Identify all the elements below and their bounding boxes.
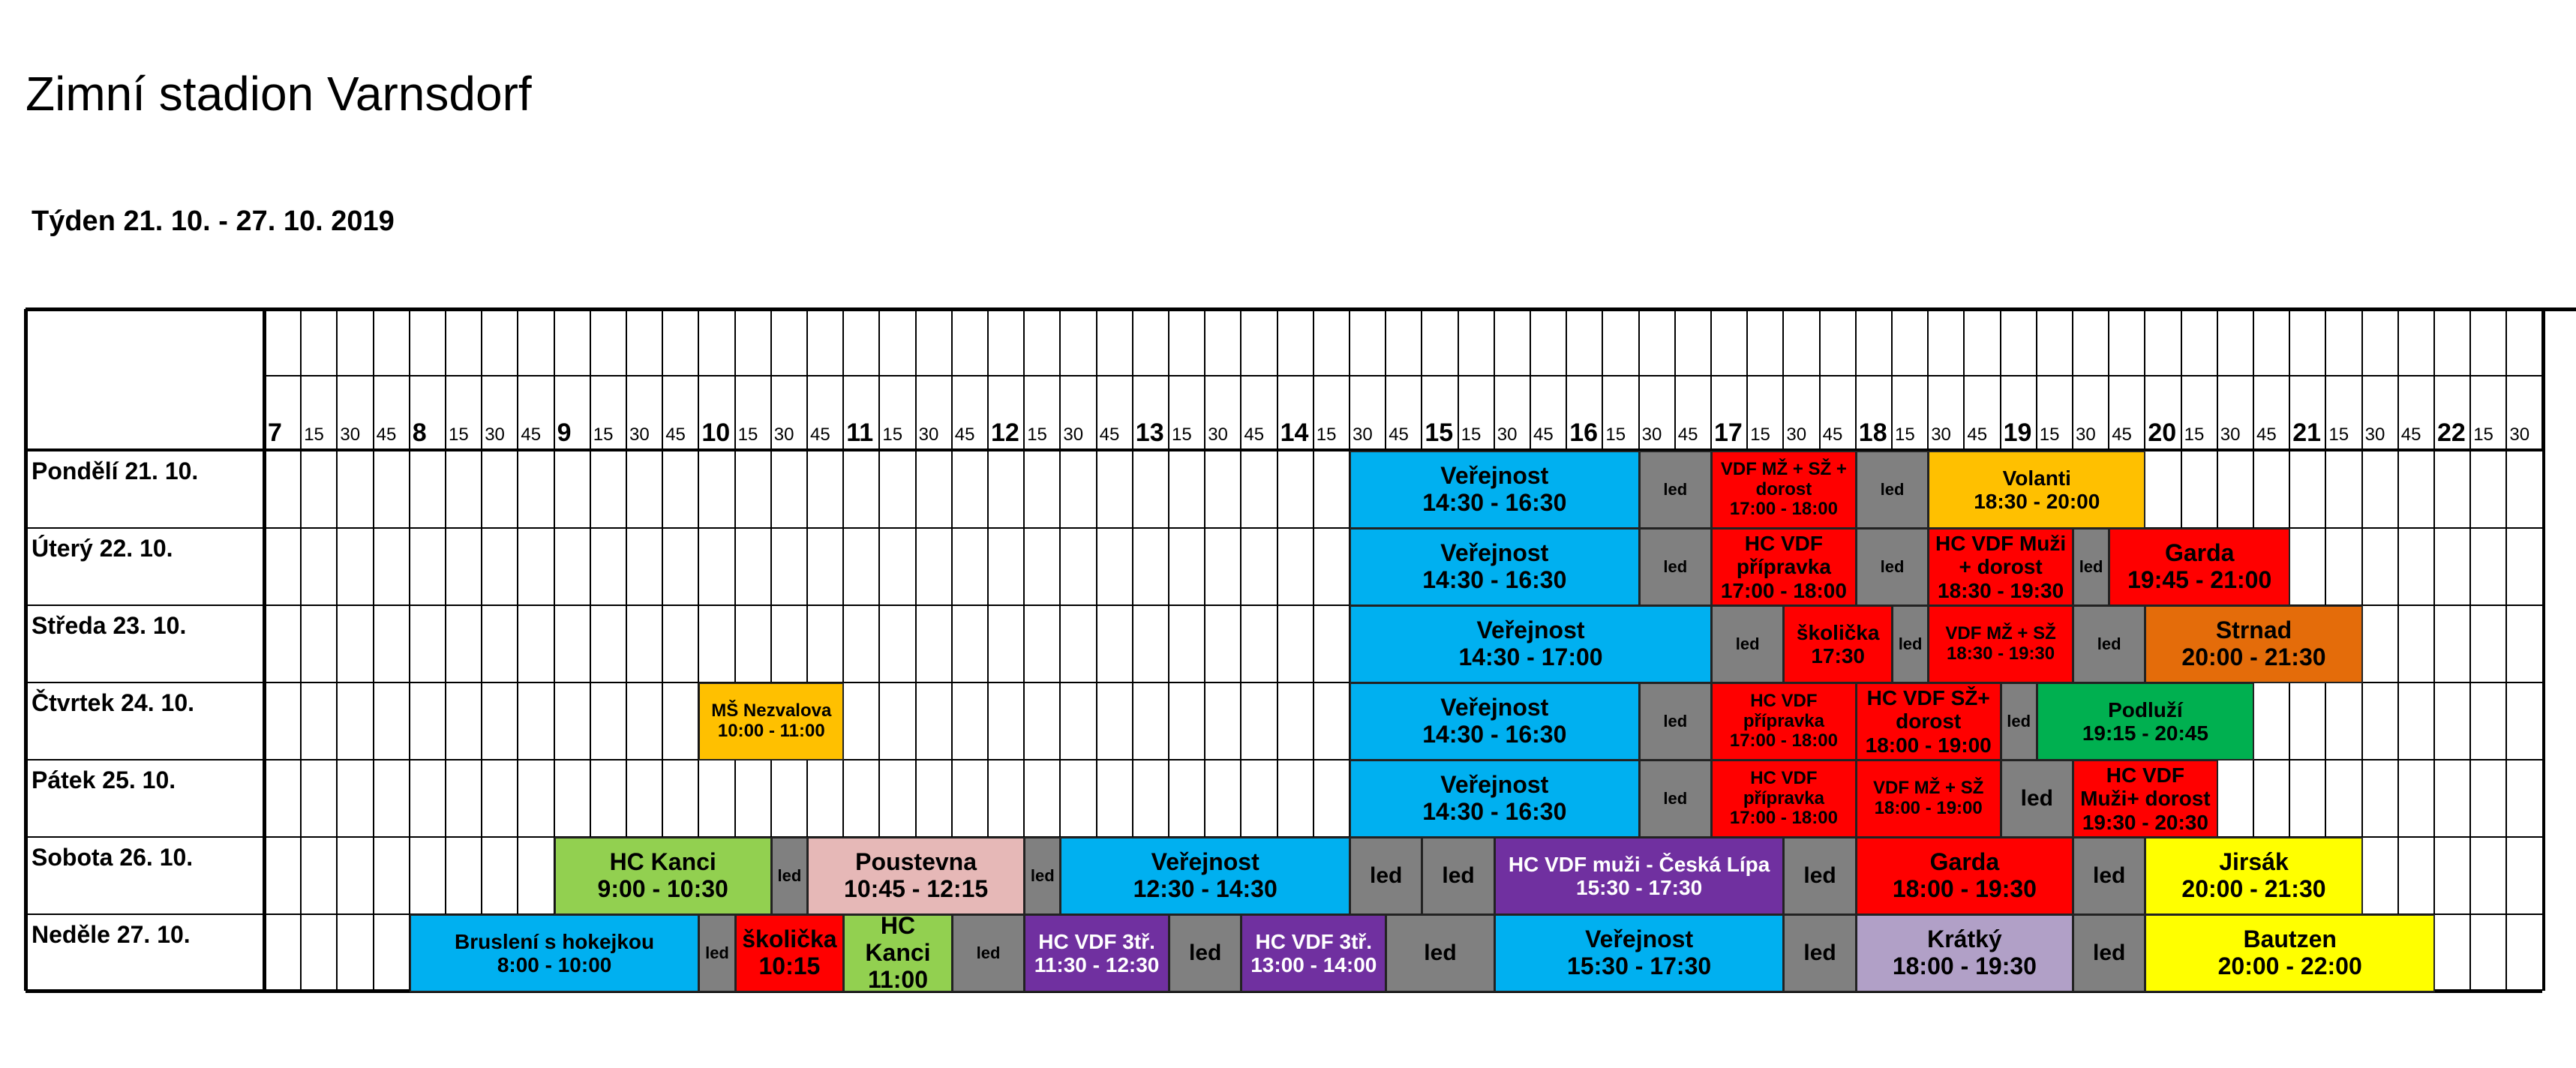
ice-resurfacing-block[interactable] xyxy=(2073,528,2109,606)
hour-label: 15 xyxy=(1425,418,1454,447)
quarter-line xyxy=(409,309,410,991)
block-time: 19:45 - 21:00 xyxy=(2127,566,2272,593)
block-time: 18:00 - 19:30 xyxy=(1892,952,2037,980)
block-title: led xyxy=(1735,634,1760,653)
block-title: led xyxy=(1663,556,1688,576)
block-time: 17:00 - 18:00 xyxy=(1720,578,1847,602)
quarter-label: 45 xyxy=(2256,424,2277,445)
block-title: Veřejnost xyxy=(1151,848,1259,876)
block-time: 8:00 - 10:00 xyxy=(497,953,612,976)
block-title: HC VDF Muži + dorost xyxy=(1935,531,2067,579)
block-time: 14:30 - 17:00 xyxy=(1458,644,1603,670)
block-title: led xyxy=(2007,711,2031,730)
quarter-label: 45 xyxy=(665,424,686,445)
block-time: 9:00 - 10:30 xyxy=(597,875,728,902)
schedule-block[interactable] xyxy=(1711,682,1857,760)
block-title: VDF MŽ + SŽ xyxy=(1945,623,2056,644)
quarter-label: 45 xyxy=(1389,424,1409,445)
quarter-label: 30 xyxy=(1353,424,1373,445)
block-title: led xyxy=(2097,634,2121,653)
quarter-label: 30 xyxy=(629,424,650,445)
block-title: HC VDF přípravka xyxy=(1743,690,1824,731)
schedule-block[interactable] xyxy=(1241,914,1386,992)
block-time: 13:00 - 14:00 xyxy=(1250,953,1377,976)
hour-label: 12 xyxy=(991,418,1019,447)
ice-resurfacing-block[interactable] xyxy=(2073,837,2145,915)
block-title: led xyxy=(1663,479,1688,499)
schedule-block[interactable] xyxy=(1928,605,2073,683)
block-title: VDF MŽ + SŽ + dorost xyxy=(1720,458,1847,500)
schedule-block[interactable] xyxy=(807,837,1025,915)
frame-right-head xyxy=(2541,309,2545,450)
quarter-label: 15 xyxy=(737,424,758,445)
quarter-label: 15 xyxy=(1461,424,1482,445)
hour-label: 21 xyxy=(2292,418,2322,447)
quarter-label: 30 xyxy=(1931,424,1951,445)
block-time: 17:00 - 18:00 xyxy=(1729,808,1838,829)
schedule-block[interactable] xyxy=(1350,451,1640,529)
quarter-label: 15 xyxy=(1316,424,1337,445)
schedule-block[interactable] xyxy=(1928,528,2073,606)
quarter-line xyxy=(481,309,482,991)
hour-label: 19 xyxy=(2003,418,2032,447)
quarter-label: 15 xyxy=(1172,424,1192,445)
day-label: Úterý 22. 10. xyxy=(32,535,173,562)
block-title: led xyxy=(1898,634,1923,653)
quarter-label: 45 xyxy=(1533,424,1554,445)
block-title: led xyxy=(777,866,802,885)
quarter-line xyxy=(2397,309,2399,991)
block-title: led xyxy=(1189,940,1222,966)
block-time: 20:00 - 22:00 xyxy=(2217,952,2362,980)
block-title: Krátký xyxy=(1927,926,2002,953)
quarter-label: 15 xyxy=(882,424,903,445)
schedule-block[interactable] xyxy=(843,914,953,992)
day-label: Sobota 26. 10. xyxy=(32,844,194,871)
ice-resurfacing-block[interactable] xyxy=(2001,760,2073,838)
quarter-label: 45 xyxy=(1967,424,1988,445)
ice-resurfacing-block[interactable] xyxy=(1350,837,1422,915)
block-title: HC VDF SŽ+ dorost xyxy=(1866,686,1990,734)
quarter-label: 30 xyxy=(2364,424,2385,445)
quarter-label: 45 xyxy=(1244,424,1265,445)
schedule-block[interactable] xyxy=(1350,528,1640,606)
block-title: Garda xyxy=(1929,848,2000,876)
block-time: 17:30 xyxy=(1811,644,1865,668)
schedule-block[interactable] xyxy=(2109,528,2290,606)
quarter-label: 15 xyxy=(449,424,469,445)
header-bottom-line xyxy=(26,448,2542,452)
ice-resurfacing-block[interactable] xyxy=(1856,451,1929,529)
quarter-label: 45 xyxy=(1822,424,1843,445)
block-title: led xyxy=(1442,863,1475,889)
block-title: HC VDF Muži+ dorost xyxy=(2080,763,2211,811)
ice-resurfacing-block[interactable] xyxy=(1711,605,1784,683)
schedule-block[interactable] xyxy=(1856,682,2001,760)
block-title: HC VDF 3tř. xyxy=(1255,929,1373,953)
block-time: 20:00 - 21:30 xyxy=(2181,875,2326,902)
quarter-label: 15 xyxy=(2328,424,2349,445)
block-time: 18:30 - 20:00 xyxy=(1974,490,2100,513)
quarter-label: 30 xyxy=(1641,424,1662,445)
schedule-block[interactable] xyxy=(2145,605,2362,683)
block-title: led xyxy=(2093,940,2126,966)
schedule-block[interactable] xyxy=(1494,837,1785,915)
block-time: 14:30 - 16:30 xyxy=(1422,489,1567,516)
quarter-line xyxy=(2505,309,2507,991)
hour-label: 7 xyxy=(268,418,282,447)
day-label: Čtvrtek 24. 10. xyxy=(32,689,195,716)
hour-label: 9 xyxy=(557,418,572,447)
page-title: Zimní stadion Varnsdorf xyxy=(26,67,532,121)
quarter-label: 15 xyxy=(304,424,324,445)
hour-label: 10 xyxy=(701,418,731,447)
block-time: 18:30 - 19:30 xyxy=(1938,578,2064,602)
quarter-label: 45 xyxy=(810,424,830,445)
block-title: led xyxy=(1803,940,1836,966)
hour-label: 11 xyxy=(846,418,874,447)
schedule-block[interactable] xyxy=(1856,837,2073,915)
schedule-block[interactable] xyxy=(2145,837,2362,915)
quarter-label: 15 xyxy=(2473,424,2493,445)
block-time: 11:00 xyxy=(867,965,929,992)
quarter-label: 15 xyxy=(1605,424,1626,445)
schedule-block[interactable] xyxy=(554,837,772,915)
quarter-line xyxy=(373,309,374,991)
day-label: Pondělí 21. 10. xyxy=(32,458,199,484)
block-time: 10:45 - 12:15 xyxy=(844,875,989,902)
block-title: led xyxy=(2079,556,2103,576)
block-time: 17:00 - 18:00 xyxy=(1729,499,1838,520)
week-range: Týden 21. 10. - 27. 10. 2019 xyxy=(32,206,395,237)
quarter-line xyxy=(517,309,518,991)
block-time: 19:15 - 20:45 xyxy=(2082,722,2208,745)
hour-label: 17 xyxy=(1714,418,1743,447)
quarter-label: 30 xyxy=(485,424,505,445)
hour-label: 20 xyxy=(2148,418,2177,447)
ice-resurfacing-block[interactable] xyxy=(1892,605,1929,683)
block-title: MŠ Nezvalova xyxy=(711,700,832,722)
block-time: 18:30 - 19:30 xyxy=(1947,644,2055,664)
quarter-label: 30 xyxy=(1497,424,1518,445)
quarter-label: 45 xyxy=(376,424,397,445)
schedule-block[interactable] xyxy=(1783,605,1893,683)
block-title: Bautzen xyxy=(2243,926,2337,953)
schedule-block[interactable] xyxy=(2073,760,2218,838)
block-title: HC VDF muži - Česká Lípa xyxy=(1508,852,1770,876)
block-title: Volanti xyxy=(2002,466,2071,490)
block-title: HC VDF přípravka xyxy=(1736,531,1831,579)
block-time: 19:30 - 20:30 xyxy=(2082,810,2208,834)
block-title: led xyxy=(976,943,1001,962)
quarter-line xyxy=(264,309,266,991)
ice-resurfacing-block[interactable] xyxy=(1422,837,1494,915)
ice-resurfacing-block[interactable] xyxy=(2001,682,2037,760)
schedule-block[interactable] xyxy=(1928,451,2145,529)
day-label: Středa 23. 10. xyxy=(32,612,187,639)
block-time: 12:30 - 14:30 xyxy=(1133,875,1277,902)
block-title: VDF MŽ + SŽ xyxy=(1873,778,1984,799)
quarter-label: 30 xyxy=(1208,424,1228,445)
quarter-label: 30 xyxy=(2220,424,2241,445)
quarter-label: 30 xyxy=(918,424,939,445)
block-title: Strnad xyxy=(2215,616,2292,644)
hour-label: 18 xyxy=(1858,418,1887,447)
quarter-label: 15 xyxy=(593,424,614,445)
block-title: led xyxy=(1803,863,1836,889)
quarter-label: 30 xyxy=(773,424,794,445)
block-title: led xyxy=(1880,479,1905,499)
block-title: Podluží xyxy=(2108,698,2183,722)
block-time: 15:30 - 17:30 xyxy=(1576,876,1703,899)
schedule-block[interactable] xyxy=(2037,682,2254,760)
block-title: Veřejnost xyxy=(1440,539,1549,567)
quarter-label: 15 xyxy=(2039,424,2060,445)
block-title: led xyxy=(2020,786,2053,812)
quarter-label: 15 xyxy=(2184,424,2205,445)
block-title: led xyxy=(1663,788,1688,808)
block-title: led xyxy=(1880,556,1905,576)
block-title: HC VDF 3tř. xyxy=(1038,929,1155,953)
quarter-label: 45 xyxy=(521,424,542,445)
schedule-block[interactable] xyxy=(1711,528,1857,606)
hour-label: 13 xyxy=(1135,418,1164,447)
block-title: Veřejnost xyxy=(1440,694,1549,722)
block-title: led xyxy=(2093,863,2126,889)
block-title: Bruslení s hokejkou xyxy=(455,929,655,953)
frame-left xyxy=(24,309,28,991)
quarter-label: 30 xyxy=(1063,424,1084,445)
ice-resurfacing-block[interactable] xyxy=(1386,914,1495,992)
block-time: 18:00 - 19:00 xyxy=(1874,798,1983,818)
schedule-block[interactable] xyxy=(2145,914,2435,992)
block-time: 11:30 - 12:30 xyxy=(1034,953,1160,976)
quarter-label: 30 xyxy=(1786,424,1807,445)
block-title: led xyxy=(705,943,729,962)
block-title: Veřejnost xyxy=(1585,926,1694,953)
schedule-block[interactable] xyxy=(1350,682,1640,760)
block-title: školička xyxy=(742,926,837,953)
quarter-line xyxy=(336,309,338,991)
block-title: HC Kanci xyxy=(865,914,931,967)
schedule-block[interactable] xyxy=(1856,914,2073,992)
schedule-block[interactable] xyxy=(1350,760,1640,838)
ice-resurfacing-block[interactable] xyxy=(698,914,735,992)
block-title: HC VDF přípravka xyxy=(1743,767,1824,808)
quarter-label: 15 xyxy=(1750,424,1770,445)
block-time: 18:00 - 19:00 xyxy=(1865,733,1992,757)
quarter-label: 45 xyxy=(1099,424,1120,445)
block-time: 10:15 xyxy=(758,952,821,980)
ice-resurfacing-block[interactable] xyxy=(1639,528,1712,606)
ice-resurfacing-block[interactable] xyxy=(952,914,1025,992)
hour-label: 22 xyxy=(2437,418,2466,447)
block-title: Jirsák xyxy=(2219,848,2289,876)
schedule-block[interactable] xyxy=(1060,837,1350,915)
block-time: 14:30 - 16:30 xyxy=(1422,798,1567,825)
schedule-block[interactable] xyxy=(1494,914,1785,992)
block-title: HC Kanci xyxy=(609,848,716,876)
quarter-line xyxy=(2469,309,2471,991)
block-title: led xyxy=(1663,711,1688,730)
quarter-label: 45 xyxy=(2400,424,2421,445)
quarter-label: 15 xyxy=(1027,424,1047,445)
quarter-label: 45 xyxy=(2112,424,2132,445)
day-label: Neděle 27. 10. xyxy=(32,921,191,948)
quarter-line xyxy=(445,309,446,991)
block-time: 18:00 - 19:30 xyxy=(1892,875,2037,902)
block-title: Garda xyxy=(2164,539,2235,567)
schedule-block[interactable] xyxy=(1856,760,2001,838)
ice-resurfacing-block[interactable] xyxy=(1639,760,1712,838)
ice-resurfacing-block[interactable] xyxy=(1639,682,1712,760)
quarter-line xyxy=(2433,309,2435,991)
ice-resurfacing-block[interactable] xyxy=(2073,605,2145,683)
block-title: led xyxy=(1424,940,1457,966)
schedule-block[interactable] xyxy=(1711,451,1857,529)
quarter-label: 45 xyxy=(954,424,975,445)
ice-resurfacing-block[interactable] xyxy=(1783,914,1856,992)
block-time: 14:30 - 16:30 xyxy=(1422,566,1567,593)
day-label: Pátek 25. 10. xyxy=(32,766,176,794)
block-title: led xyxy=(1030,866,1055,885)
block-title: Veřejnost xyxy=(1440,462,1549,490)
quarter-line xyxy=(300,309,302,991)
block-title: Veřejnost xyxy=(1440,771,1549,799)
schedule-block[interactable] xyxy=(1350,605,1712,683)
ice-resurfacing-block[interactable] xyxy=(1024,837,1061,915)
ice-resurfacing-block[interactable] xyxy=(1639,451,1712,529)
schedule-block[interactable] xyxy=(735,914,845,992)
ice-resurfacing-block[interactable] xyxy=(1169,914,1241,992)
ice-resurfacing-block[interactable] xyxy=(1783,837,1856,915)
block-title: Poustevna xyxy=(855,848,977,876)
schedule-block[interactable] xyxy=(1711,760,1857,838)
hour-label: 16 xyxy=(1569,418,1599,447)
block-title: školička xyxy=(1796,620,1880,644)
block-time: 14:30 - 16:30 xyxy=(1422,721,1567,748)
block-time: 17:00 - 18:00 xyxy=(1729,730,1838,752)
block-title: Veřejnost xyxy=(1476,616,1585,644)
header-mid-line xyxy=(264,375,2542,376)
ice-resurfacing-block[interactable] xyxy=(1856,528,1929,606)
hour-label: 14 xyxy=(1280,418,1309,447)
block-title: led xyxy=(1370,863,1403,889)
ice-resurfacing-block[interactable] xyxy=(2073,914,2145,992)
ice-resurfacing-block[interactable] xyxy=(771,837,808,915)
block-time: 15:30 - 17:30 xyxy=(1567,952,1712,980)
quarter-label: 30 xyxy=(2076,424,2096,445)
schedule-block[interactable] xyxy=(698,682,844,760)
block-time: 10:00 - 11:00 xyxy=(717,721,825,741)
hour-label: 8 xyxy=(412,418,427,447)
schedule-block[interactable] xyxy=(410,914,700,992)
quarter-label: 30 xyxy=(2509,424,2530,445)
quarter-label: 15 xyxy=(1895,424,1915,445)
block-time: 20:00 - 21:30 xyxy=(2181,644,2326,670)
quarter-label: 30 xyxy=(340,424,361,445)
schedule-block[interactable] xyxy=(1024,914,1169,992)
quarter-label: 45 xyxy=(1677,424,1698,445)
